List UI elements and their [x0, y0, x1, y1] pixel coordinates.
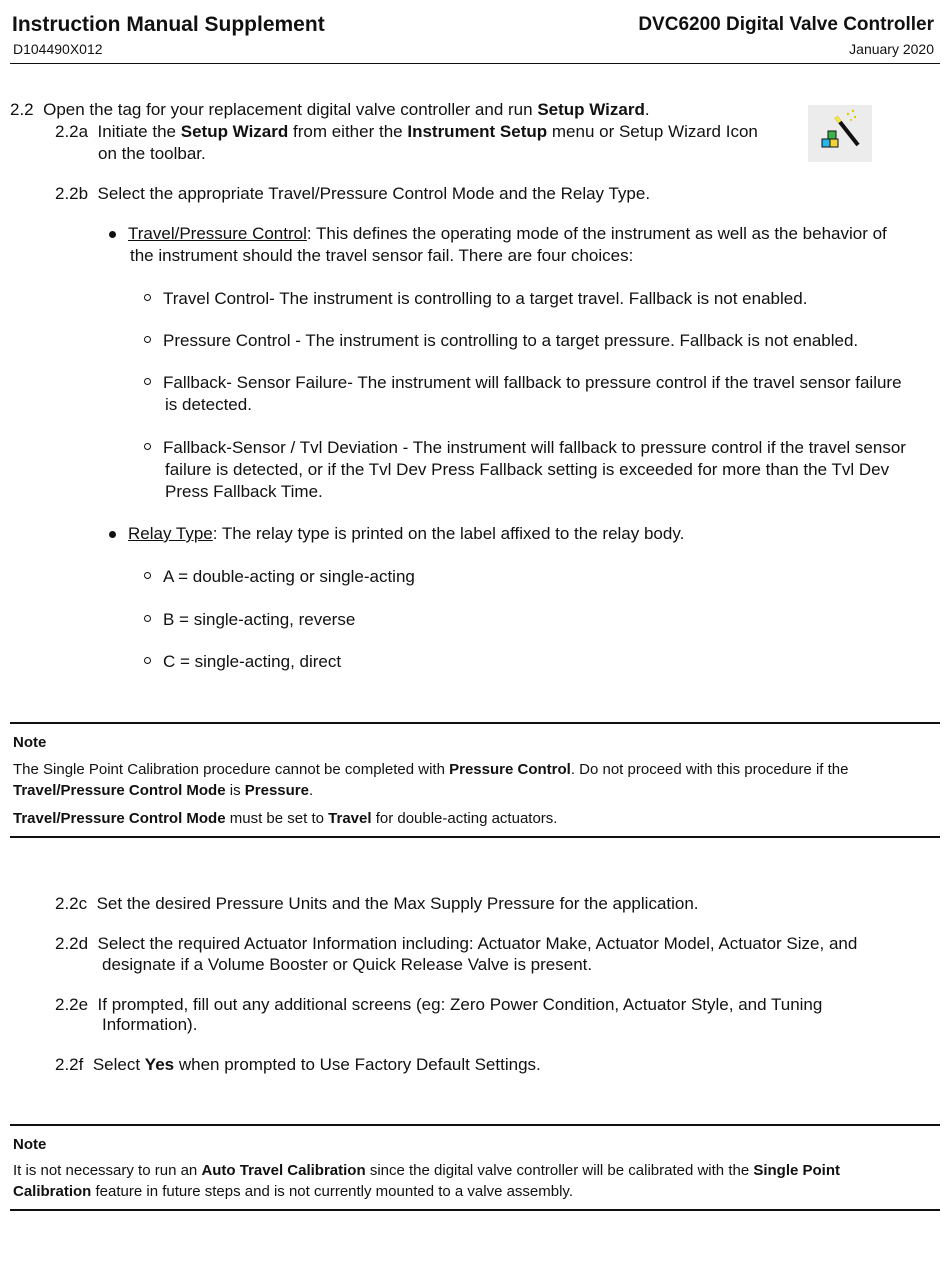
bullet-dot [109, 231, 116, 238]
step-2-2e: 2.2e If prompted, fill out any additional screens (eg: Zero Power Condition, Actuator Style, and Tuning [55, 995, 823, 1014]
note-rule-bottom [10, 836, 940, 838]
manual-title: Instruction Manual Supplement [12, 13, 325, 36]
relay-choice-c: C = single-acting, direct [163, 652, 342, 671]
note-paragraph-line2: Travel/Pressure Control Mode is Pressure. [13, 782, 314, 799]
choice-pressure-control: Pressure Control - The instrument is controlling to a target pressure. Fallback is not enabled. [163, 331, 859, 350]
travel-pressure-bullet: Travel/Pressure Control: This defines the operating mode of the instrument as well as the behavior of [128, 224, 887, 243]
note-paragraph: The Single Point Calibration procedure cannot be completed with Pressure Control. Do not proceed with this procedure if the [13, 761, 849, 778]
step-2-2a-line2: on the toolbar. [98, 144, 206, 163]
step-2-2b: 2.2b Select the appropriate Travel/Pressure Control Mode and the Relay Type. [55, 184, 651, 203]
magic-wand-icon [808, 105, 872, 162]
choice-fallback-deviation-line2: failure is detected, or if the Tvl Dev Press Fallback setting is exceeded for more than the Tvl Dev [165, 460, 890, 479]
sub-bullet [144, 443, 151, 450]
travel-pressure-bullet-line2: the instrument should the travel sensor fail. There are four choices: [130, 246, 634, 265]
step-2-2f: 2.2f Select Yes when prompted to Use Factory Default Settings. [55, 1055, 541, 1074]
step-2-2c: 2.2c Set the desired Pressure Units and the Max Supply Pressure for the application. [55, 894, 699, 913]
choice-fallback-sensor-line2: is detected. [165, 395, 252, 414]
product-title: DVC6200 Digital Valve Controller [638, 14, 934, 35]
relay-type-bullet: Relay Type: The relay type is printed on the label affixed to the relay body. [128, 524, 685, 543]
sub-bullet [144, 657, 151, 664]
step-2-2d-line2: designate if a Volume Booster or Quick Release Valve is present. [102, 955, 593, 974]
note-heading: Note [13, 734, 47, 751]
choice-fallback-deviation-line3: Press Fallback Time. [165, 482, 323, 501]
sub-bullet [144, 336, 151, 343]
step-2-2: 2.2 Open the tag for your replacement digital valve controller and run Setup Wizard. [10, 100, 650, 119]
choice-fallback-sensor: Fallback- Sensor Failure- The instrument will fallback to pressure control if the travel sensor failure [163, 373, 902, 392]
note2-rule-bottom [10, 1209, 940, 1211]
note2-paragraph: It is not necessary to run an Auto Travel Calibration since the digital valve controller will be calibrated with the Single Point [13, 1162, 841, 1179]
doc-number: D104490X012 [13, 41, 103, 57]
relay-choice-a: A = double-acting or single-acting [163, 567, 415, 586]
sub-bullet [144, 378, 151, 385]
relay-choice-b: B = single-acting, reverse [163, 610, 356, 629]
sub-bullet [144, 294, 151, 301]
step-2-2e-line2: Information). [102, 1015, 198, 1034]
choice-fallback-deviation: Fallback-Sensor / Tvl Deviation - The instrument will fallback to pressure control if the travel sensor [163, 438, 906, 457]
doc-date: January 2020 [849, 41, 934, 57]
note2-heading: Note [13, 1136, 47, 1153]
note2-paragraph-line2: Calibration feature in future steps and is not currently mounted to a valve assembly. [13, 1183, 573, 1200]
header-rule [10, 63, 940, 64]
bullet-dot [109, 531, 116, 538]
note2-rule-top [10, 1124, 940, 1126]
step-2-2d: 2.2d Select the required Actuator Information including: Actuator Make, Actuator Model, Actuator Size, and [55, 934, 858, 953]
step-2-2a: 2.2a Initiate the Setup Wizard from either the Instrument Setup menu or Setup Wizard Icon [55, 122, 758, 141]
sub-bullet [144, 572, 151, 579]
choice-travel-control: Travel Control- The instrument is controlling to a target travel. Fallback is not enabled. [163, 289, 808, 308]
note-rule-top [10, 722, 940, 724]
note-paragraph-2: Travel/Pressure Control Mode must be set to Travel for double-acting actuators. [13, 810, 558, 827]
sub-bullet [144, 615, 151, 622]
